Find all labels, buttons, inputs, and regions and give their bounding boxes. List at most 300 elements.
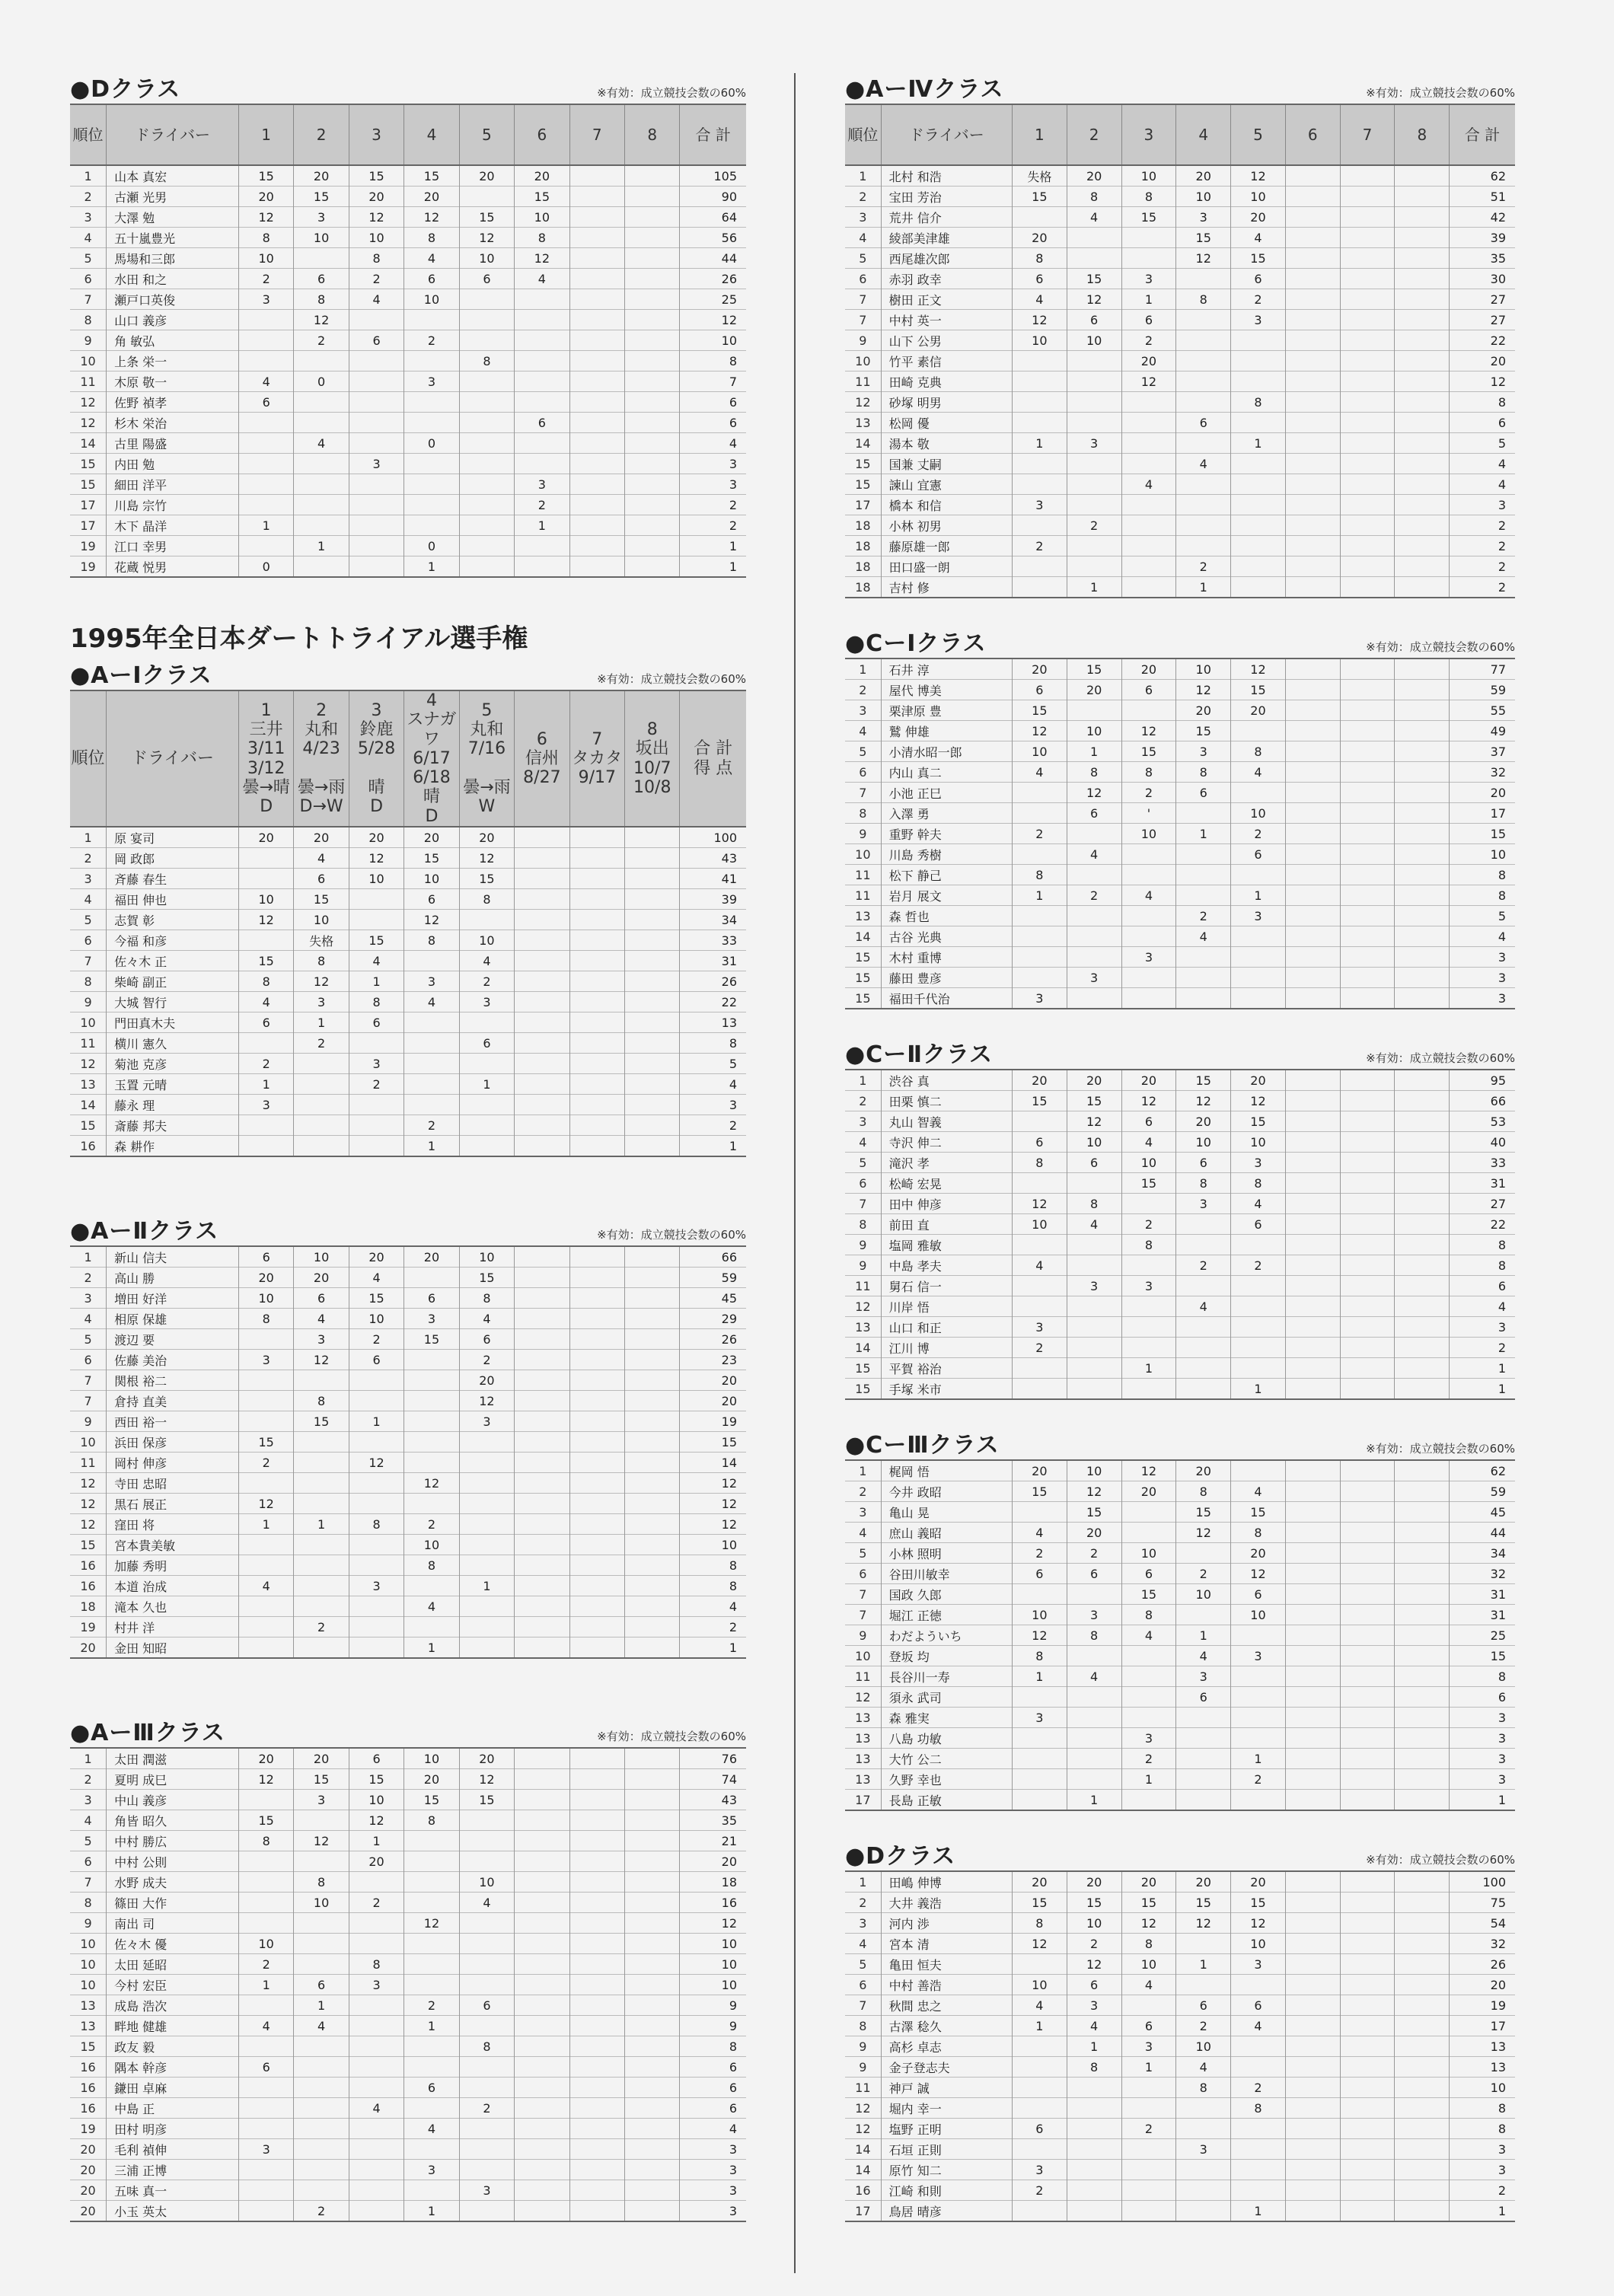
points-cell <box>294 2119 349 2139</box>
points-cell: 20 <box>349 1246 404 1268</box>
rank-cell: 16 <box>70 2057 107 2078</box>
points-cell <box>1395 495 1450 515</box>
total-cell: 15 <box>1490 826 1506 841</box>
points-cell <box>515 1095 569 1115</box>
points-cell <box>1285 1153 1340 1173</box>
points-cell <box>1012 2036 1067 2057</box>
points-cell: 6 <box>1012 269 1067 289</box>
driver-cell: 江川 博 <box>881 1338 1012 1358</box>
points-cell <box>1121 865 1176 885</box>
points-cell <box>238 1411 293 1432</box>
total-cell: 10 <box>721 1977 737 1992</box>
points-cell: 12 <box>1012 310 1067 330</box>
points-cell: 2 <box>238 269 293 289</box>
points-cell <box>1340 1070 1395 1091</box>
points-cell: 6 <box>294 1975 349 1995</box>
points-cell: 20 <box>238 187 293 207</box>
points-cell: 10 <box>1067 330 1121 351</box>
points-cell: 4 <box>1121 885 1176 906</box>
points-cell <box>404 495 459 515</box>
table-row <box>845 1584 1515 1605</box>
points-cell <box>1121 1708 1176 1728</box>
points-cell <box>404 1576 459 1596</box>
total-cell: 14 <box>721 1455 737 1470</box>
points-cell <box>1231 372 1286 392</box>
points-cell: 10 <box>1121 1543 1176 1564</box>
points-cell <box>1340 2201 1395 2222</box>
points-cell <box>1285 269 1340 289</box>
points-cell: 8 <box>1012 1913 1067 1934</box>
table-row <box>70 310 746 330</box>
points-cell <box>294 1095 349 1115</box>
table-row <box>70 1514 746 1535</box>
points-cell: 4 <box>294 433 349 454</box>
points-cell: 10 <box>238 889 293 910</box>
points-cell: 2 <box>1121 330 1176 351</box>
total-cell: 8 <box>729 353 737 368</box>
points-cell <box>459 454 514 474</box>
points-cell <box>238 1535 293 1555</box>
points-cell <box>625 1617 680 1637</box>
points-cell: 2 <box>349 269 404 289</box>
points-cell <box>625 1309 680 1329</box>
points-cell <box>404 515 459 536</box>
table-row <box>845 1153 1515 1173</box>
points-cell <box>569 1350 624 1370</box>
points-cell: 4 <box>238 992 293 1012</box>
points-cell: 6 <box>349 1748 404 1769</box>
total-cell: 43 <box>721 850 737 866</box>
points-cell <box>1285 968 1340 988</box>
table-row <box>70 1810 746 1831</box>
driver-cell: 橋本 和信 <box>881 495 1012 515</box>
points-cell: 2 <box>404 1995 459 2016</box>
points-cell: 10 <box>1121 165 1176 187</box>
points-cell <box>1231 515 1286 536</box>
section-heading <box>845 1038 1515 1069</box>
driver-cell: 綾部美津雄 <box>881 228 1012 248</box>
rank-cell: 12 <box>70 1514 107 1535</box>
points-cell <box>1231 330 1286 351</box>
points-cell: 15 <box>1121 1173 1176 1194</box>
points-cell <box>1067 1728 1121 1749</box>
points-cell: 20 <box>1121 1070 1176 1091</box>
points-cell <box>1285 1276 1340 1296</box>
points-cell <box>625 228 680 248</box>
points-cell: 8 <box>1067 1625 1121 1646</box>
points-cell <box>1285 2057 1340 2078</box>
points-cell <box>349 1555 404 1576</box>
points-cell <box>1121 433 1176 454</box>
total-cell: 9 <box>729 2018 737 2033</box>
points-cell <box>1395 2119 1450 2139</box>
points-cell <box>625 1596 680 1617</box>
points-cell: 8 <box>1176 289 1231 310</box>
table-row <box>845 1543 1515 1564</box>
points-cell <box>1176 2098 1231 2119</box>
total-cell: 31 <box>1490 1586 1506 1602</box>
points-cell <box>1285 536 1340 556</box>
driver-cell: 倉持 直美 <box>107 1391 239 1411</box>
points-cell <box>404 1934 459 1954</box>
points-cell <box>404 474 459 495</box>
total-cell: 27 <box>1490 292 1506 307</box>
points-cell: 3 <box>1231 906 1286 926</box>
points-cell: 20 <box>1012 659 1067 680</box>
points-cell <box>1231 2139 1286 2160</box>
points-cell <box>294 392 349 413</box>
table-row <box>70 1748 746 1769</box>
points-cell <box>625 827 680 848</box>
rank-cell: 20 <box>70 1637 107 1659</box>
points-cell: 8 <box>1231 392 1286 413</box>
total-cell: 3 <box>729 477 737 492</box>
points-cell: 6 <box>1121 1564 1176 1584</box>
points-cell <box>1176 2180 1231 2201</box>
table-row <box>70 1095 746 1115</box>
driver-cell: 柴崎 副正 <box>107 971 239 992</box>
rank-cell: 9 <box>845 2036 881 2057</box>
points-cell <box>349 1370 404 1391</box>
points-cell <box>1285 741 1340 762</box>
points-cell <box>1285 1235 1340 1255</box>
points-cell <box>1012 1379 1067 1400</box>
points-cell: 3 <box>1176 207 1231 228</box>
points-cell <box>404 2057 459 2078</box>
points-cell <box>349 1596 404 1617</box>
points-cell: 12 <box>238 207 293 228</box>
points-cell <box>238 536 293 556</box>
rank-cell: 13 <box>845 1749 881 1769</box>
points-cell: 15 <box>1231 680 1286 700</box>
points-cell <box>1340 372 1395 392</box>
driver-cell: 金田 知昭 <box>107 1637 239 1659</box>
points-cell <box>1340 1666 1395 1687</box>
points-cell <box>1395 1358 1450 1379</box>
points-cell <box>1340 330 1395 351</box>
column-header: 3 <box>349 104 404 165</box>
driver-cell: 堀江 正徳 <box>881 1605 1012 1625</box>
points-cell <box>515 1831 569 1851</box>
points-cell: 15 <box>349 1288 404 1309</box>
table-row <box>70 1851 746 1872</box>
total-cell: 1 <box>729 538 737 553</box>
points-cell <box>1121 392 1176 413</box>
table-row <box>70 1453 746 1473</box>
rank-cell: 18 <box>845 536 881 556</box>
points-cell: 12 <box>1176 680 1231 700</box>
column-header: 7 <box>569 104 624 165</box>
points-cell <box>294 1810 349 1831</box>
points-cell <box>515 2078 569 2098</box>
points-cell <box>459 556 514 578</box>
rank-cell: 16 <box>70 2098 107 2119</box>
driver-cell: 本道 治成 <box>107 1576 239 1596</box>
points-cell <box>1176 1379 1231 1400</box>
points-cell <box>1395 1769 1450 1790</box>
driver-cell: 屋代 博美 <box>881 680 1012 700</box>
points-cell <box>1395 2016 1450 2036</box>
driver-cell: 小池 正巳 <box>881 783 1012 803</box>
points-cell: 2 <box>459 1350 514 1370</box>
points-cell <box>1176 269 1231 289</box>
points-cell: 15 <box>238 1432 293 1453</box>
points-cell <box>569 1473 624 1494</box>
points-cell <box>1285 2098 1340 2119</box>
points-cell <box>569 2036 624 2057</box>
rank-cell: 7 <box>845 1194 881 1214</box>
points-cell: 12 <box>404 1913 459 1934</box>
points-cell <box>1340 1605 1395 1625</box>
d-class-section-bottom <box>845 1840 1515 2222</box>
table-row <box>70 1391 746 1411</box>
points-cell <box>1340 947 1395 968</box>
points-cell <box>1340 2160 1395 2180</box>
points-cell <box>1395 803 1450 824</box>
points-cell <box>1395 330 1450 351</box>
points-cell <box>1067 2139 1121 2160</box>
points-cell <box>459 1054 514 1074</box>
table-row <box>845 2016 1515 2036</box>
points-cell: 6 <box>459 1329 514 1350</box>
a3-class-section <box>70 1717 746 2222</box>
points-cell <box>515 1596 569 1617</box>
table-row <box>845 865 1515 885</box>
points-cell: 6 <box>1012 1132 1067 1153</box>
points-cell <box>1395 1995 1450 2016</box>
rank-cell: 2 <box>70 848 107 869</box>
points-cell <box>569 269 624 289</box>
points-cell: 4 <box>515 269 569 289</box>
points-cell: 15 <box>1067 659 1121 680</box>
driver-cell: 佐々木 優 <box>107 1934 239 1954</box>
points-cell <box>1395 1379 1450 1400</box>
column-header: 5 <box>459 104 514 165</box>
points-cell: 20 <box>238 1748 293 1769</box>
table-row <box>70 2201 746 2222</box>
points-cell <box>569 2098 624 2119</box>
points-cell <box>515 1432 569 1453</box>
points-cell <box>1067 824 1121 844</box>
points-cell: 6 <box>1067 803 1121 824</box>
points-cell <box>459 2057 514 2078</box>
driver-cell: 寺田 忠昭 <box>107 1473 239 1494</box>
total-cell: 34 <box>721 912 737 927</box>
points-cell: 3 <box>238 289 293 310</box>
rank-cell: 6 <box>70 1851 107 1872</box>
points-cell <box>515 2098 569 2119</box>
points-cell <box>625 1954 680 1975</box>
points-cell: 20 <box>404 1246 459 1268</box>
points-cell: 20 <box>1121 1871 1176 1893</box>
points-cell: 1 <box>1176 1954 1231 1975</box>
points-cell: 12 <box>459 1391 514 1411</box>
points-cell <box>1012 2139 1067 2160</box>
points-cell <box>1395 1276 1450 1296</box>
points-cell <box>404 1268 459 1288</box>
points-cell: 12 <box>1067 289 1121 310</box>
column-header: 合 計 得 点 <box>680 690 746 827</box>
points-cell <box>1012 577 1067 598</box>
points-cell: 2 <box>1067 1543 1121 1564</box>
points-cell <box>294 2036 349 2057</box>
c2-class-section <box>845 1038 1515 1400</box>
points-cell <box>1340 1255 1395 1276</box>
points-cell <box>1340 2036 1395 2057</box>
points-cell <box>625 1790 680 1810</box>
table-row <box>845 207 1515 228</box>
points-cell <box>569 515 624 536</box>
total-cell: 32 <box>1490 1566 1506 1581</box>
rank-cell: 3 <box>845 207 881 228</box>
points-cell: 15 <box>1176 1893 1231 1913</box>
table-row <box>845 1276 1515 1296</box>
points-cell: 20 <box>1067 165 1121 187</box>
points-cell: 6 <box>294 269 349 289</box>
column-header: 2 丸和 4/23 曇→雨 D→W <box>294 690 349 827</box>
rank-cell: 20 <box>70 2180 107 2201</box>
points-cell: 3 <box>1231 1954 1286 1975</box>
points-cell <box>1340 1460 1395 1481</box>
driver-cell: 入澤 勇 <box>881 803 1012 824</box>
driver-cell: 渡辺 要 <box>107 1329 239 1350</box>
a2-class-section <box>70 1215 746 1659</box>
points-cell: 20 <box>1231 1871 1286 1893</box>
points-cell <box>569 372 624 392</box>
table-row <box>845 330 1515 351</box>
points-cell <box>1340 803 1395 824</box>
points-cell <box>1285 413 1340 433</box>
table-row <box>70 2078 746 2098</box>
points-cell <box>1067 1255 1121 1276</box>
total-cell: 6 <box>1498 415 1506 430</box>
points-cell <box>238 351 293 372</box>
total-cell: 64 <box>721 209 737 225</box>
points-cell: 12 <box>459 228 514 248</box>
points-cell <box>294 1851 349 1872</box>
points-cell <box>1012 926 1067 947</box>
points-cell <box>459 1934 514 1954</box>
points-cell <box>459 1473 514 1494</box>
points-cell <box>294 1576 349 1596</box>
total-cell: 39 <box>1490 230 1506 245</box>
total-cell: 3 <box>729 2162 737 2177</box>
driver-cell: 中山 義彦 <box>107 1790 239 1810</box>
points-cell: 4 <box>404 2119 459 2139</box>
points-cell: 12 <box>238 910 293 930</box>
points-cell <box>625 556 680 578</box>
driver-cell: 杉木 栄治 <box>107 413 239 433</box>
rank-cell: 12 <box>70 1473 107 1494</box>
points-cell <box>1176 2119 1231 2139</box>
points-cell <box>238 1136 293 1157</box>
rank-cell: 17 <box>70 495 107 515</box>
points-cell <box>515 454 569 474</box>
driver-cell: 滝沢 孝 <box>881 1153 1012 1173</box>
points-cell <box>1067 2078 1121 2098</box>
points-cell <box>1231 1338 1286 1358</box>
points-cell <box>1340 433 1395 454</box>
points-cell <box>1395 1666 1450 1687</box>
points-cell: 10 <box>1012 330 1067 351</box>
points-cell <box>1395 165 1450 187</box>
rank-cell: 2 <box>845 1893 881 1913</box>
points-cell: 4 <box>1231 228 1286 248</box>
rank-cell: 6 <box>845 1564 881 1584</box>
table-row <box>70 248 746 269</box>
driver-cell: 菊池 克彦 <box>107 1054 239 1074</box>
rank-cell: 6 <box>845 1173 881 1194</box>
points-cell <box>1067 1708 1121 1728</box>
points-cell <box>515 1288 569 1309</box>
points-cell <box>1285 289 1340 310</box>
table-row <box>70 1954 746 1975</box>
rank-cell: 10 <box>70 1954 107 1975</box>
points-cell <box>1340 2098 1395 2119</box>
points-cell <box>1395 1502 1450 1523</box>
points-cell <box>404 1975 459 1995</box>
points-cell <box>569 1411 624 1432</box>
points-cell <box>1395 1543 1450 1564</box>
points-cell <box>1340 1728 1395 1749</box>
points-cell <box>515 1535 569 1555</box>
points-cell <box>569 1617 624 1637</box>
points-cell <box>515 2201 569 2222</box>
points-cell <box>569 1954 624 1975</box>
total-cell: 25 <box>1490 1628 1506 1643</box>
table-row <box>70 392 746 413</box>
table-row <box>845 577 1515 598</box>
table-row <box>845 1687 1515 1708</box>
driver-cell: 山下 公男 <box>881 330 1012 351</box>
points-cell <box>1285 1893 1340 1913</box>
points-cell <box>625 930 680 951</box>
points-cell <box>1340 1153 1395 1173</box>
rank-cell: 9 <box>70 330 107 351</box>
points-cell <box>349 515 404 536</box>
points-cell: 1 <box>1012 885 1067 906</box>
points-cell <box>349 910 404 930</box>
points-cell <box>515 289 569 310</box>
table-row <box>70 413 746 433</box>
points-cell <box>515 1790 569 1810</box>
points-cell: 10 <box>294 910 349 930</box>
driver-cell: 須永 武司 <box>881 1687 1012 1708</box>
standings-table <box>70 690 746 1157</box>
driver-cell: 増田 好洋 <box>107 1288 239 1309</box>
points-cell: 15 <box>1231 1502 1286 1523</box>
points-cell <box>1231 1358 1286 1379</box>
rank-cell: 14 <box>845 2160 881 2180</box>
points-cell <box>1395 351 1450 372</box>
table-row <box>845 1194 1515 1214</box>
points-cell <box>1067 1749 1121 1769</box>
points-cell: 6 <box>1231 1995 1286 2016</box>
points-cell <box>238 1790 293 1810</box>
points-cell: 15 <box>1121 1584 1176 1605</box>
points-cell <box>404 1851 459 1872</box>
points-cell <box>294 1913 349 1934</box>
rank-cell: 12 <box>845 2119 881 2139</box>
points-cell: 6 <box>1231 269 1286 289</box>
points-cell: 4 <box>1121 474 1176 495</box>
points-cell <box>1340 1091 1395 1111</box>
points-cell <box>569 1033 624 1054</box>
points-cell <box>625 1810 680 1831</box>
table-row <box>70 1913 746 1934</box>
points-cell <box>404 1453 459 1473</box>
rank-cell: 1 <box>845 1871 881 1893</box>
